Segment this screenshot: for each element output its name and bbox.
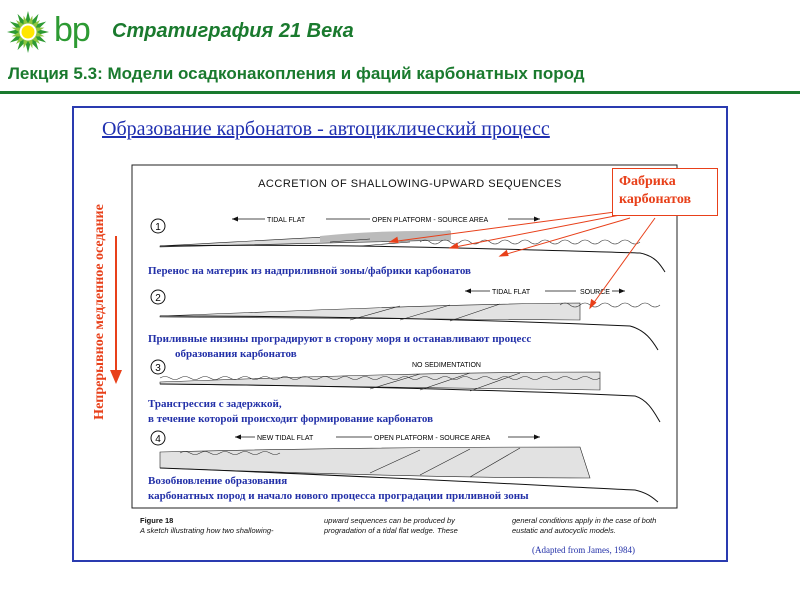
bp-wordmark: bp <box>54 11 90 49</box>
figure-caption-col1 <box>140 516 274 536</box>
shallowing-upward-diagram <box>120 160 680 550</box>
figure-caption-col3-line1: general conditions apply in the case of both <box>512 516 657 525</box>
stage-1-label-left: TIDAL FLAT <box>267 217 306 224</box>
figure-caption-col2 <box>324 516 458 536</box>
stage-4-caption-1: Возобновление образования <box>148 475 288 487</box>
stage-2-caption-2: образования карбонатов <box>175 348 297 360</box>
figure-heading: ACCRETION OF SHALLOWING-UPWARD SEQUENCES <box>258 178 562 190</box>
figure-caption-col2-line2: progradation of a tidal flat wedge. These <box>324 526 458 535</box>
figure-caption-col1-text: A sketch illustrating how two shallowing- <box>140 526 274 535</box>
stage-3-number: 3 <box>155 363 161 374</box>
stage-2-label-left: TIDAL FLAT <box>492 289 531 296</box>
course-title: Стратиграфия 21 Века <box>112 20 354 42</box>
slide-title: Образование карбонатов - автоциклический процесс <box>102 118 550 140</box>
lecture-title: Лекция 5.3: Модели осадконакопления и фаций карбонатных пород <box>8 64 585 83</box>
carbonate-factory-label <box>612 168 718 216</box>
stage-3-caption-1: Трансгрессия с задержкой, <box>148 398 282 410</box>
stage-2-number: 2 <box>155 293 161 304</box>
stage-2-caption-1: Приливные низины проградируют в сторону моря и останавливают процесс <box>148 333 532 345</box>
stage-3-label: NO SEDIMENTATION <box>412 362 481 369</box>
stage-4-label-left: NEW TIDAL FLAT <box>257 435 314 442</box>
stage-4-label-right: OPEN PLATFORM - SOURCE AREA <box>374 435 491 442</box>
source-citation: (Adapted from James, 1984) <box>532 545 635 555</box>
figure-caption-col2-line1: upward sequences can be produced by <box>324 516 455 525</box>
stage-3-caption-2: в течение которой происходит формирование карбонатов <box>148 413 434 425</box>
stage-2-label-right: SOURCE <box>580 289 610 296</box>
factory-label-line1: Фабрика <box>619 174 676 189</box>
figure-number: Figure 18 <box>140 516 174 525</box>
bp-helios-logo <box>6 10 50 54</box>
stage-1-label-right: OPEN PLATFORM - SOURCE AREA <box>372 217 489 224</box>
stage-4-caption-2: карбонатных пород и начало нового процесса проградации приливной зоны <box>148 490 529 502</box>
stage-1-caption-1: Перенос на материк из надприливной зоны/фабрики карбонатов <box>148 265 471 277</box>
subsidence-label-text: Непрерывное медленное оседание <box>92 204 107 420</box>
stage-1-number: 1 <box>155 222 161 233</box>
figure-caption-col3 <box>512 516 656 536</box>
figure-caption-col3-line2: eustatic and autocyclic models. <box>512 526 616 535</box>
stage-4-number: 4 <box>155 434 161 445</box>
factory-label-line2: карбонатов <box>619 192 692 207</box>
header-divider <box>0 91 800 94</box>
stage-1 <box>151 217 665 273</box>
